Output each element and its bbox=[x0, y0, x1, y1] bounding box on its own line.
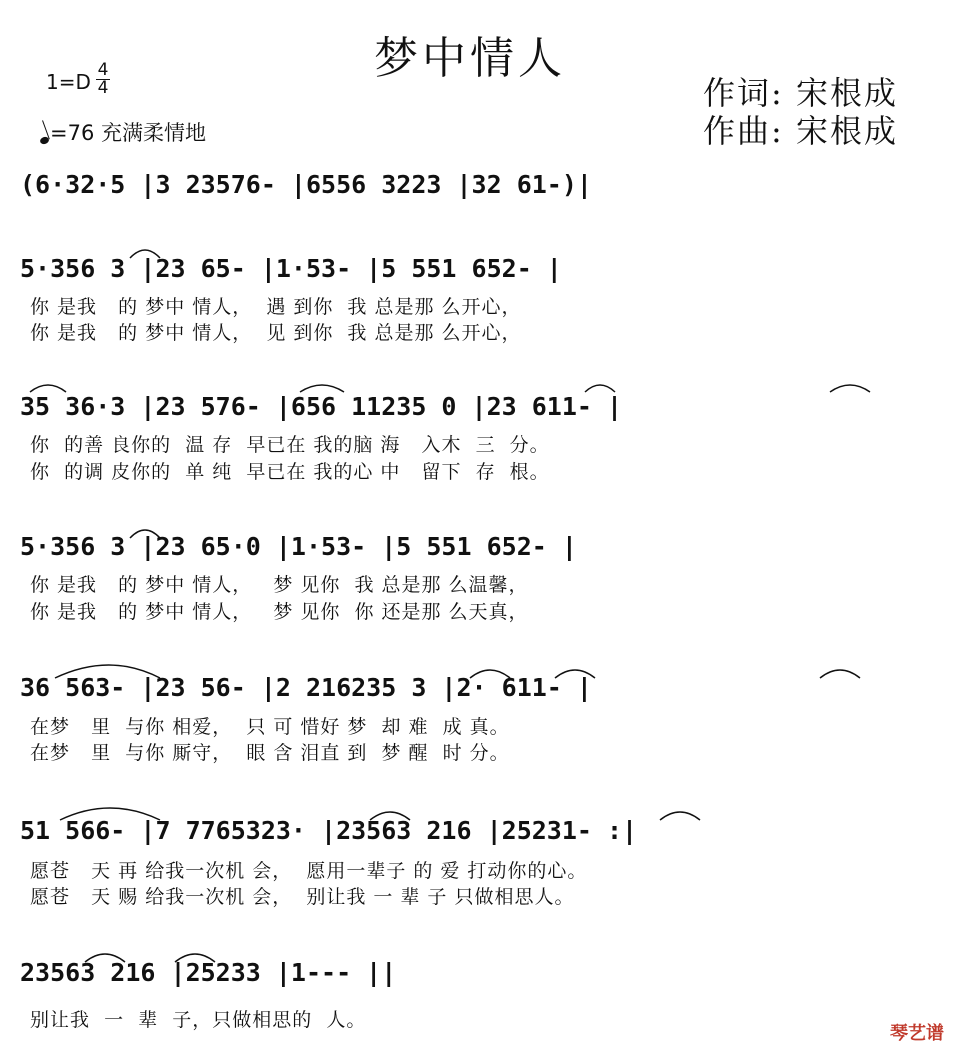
time-signature-top: 4 bbox=[97, 60, 109, 80]
notation-row-5: 36 563- |23 56- |2 216235 3 |2· 611- | bbox=[20, 673, 592, 702]
lyric-row-4-verse-2: 你 是我 的 梦中 情人， 梦 见你 你 还是那 么天真， bbox=[30, 601, 529, 623]
lyric-row-5-verse-2: 在梦 里 与你 厮守， 眼 含 泪直 到 梦 醒 时 分。 bbox=[30, 742, 510, 764]
slur-mark bbox=[470, 670, 510, 678]
time-signature-bottom: 4 bbox=[97, 78, 109, 98]
notation-row-2: 5·356 3 |23 65- |1·53- |5 551 652- | bbox=[20, 254, 562, 283]
slur-mark bbox=[820, 670, 860, 678]
tempo-text: =76 充满柔情地 bbox=[50, 121, 206, 145]
key-signature: 1=D bbox=[46, 70, 91, 94]
lyric-row-2-verse-2: 你 是我 的 梦中 情人， 见 到你 我 总是那 么开心， bbox=[30, 322, 522, 344]
watermark-logo: 琴艺谱 bbox=[890, 1023, 944, 1044]
slur-mark bbox=[585, 385, 615, 392]
lyric-row-3-verse-2: 你 的调 皮你的 单 纯 早已在 我的心 中 留下 存 根。 bbox=[30, 461, 550, 483]
slur-mark bbox=[85, 954, 125, 962]
slur-mark bbox=[300, 385, 344, 392]
slur-mark bbox=[55, 665, 160, 678]
slur-mark bbox=[555, 670, 595, 678]
slur-mark bbox=[830, 385, 870, 392]
notation-row-4: 5·356 3 |23 65·0 |1·53- |5 551 652- | bbox=[20, 532, 577, 561]
slur-mark bbox=[60, 808, 160, 820]
notation-row-7: 23563 216 |25233 |1--- || bbox=[20, 958, 397, 987]
lyric-row-6-verse-1: 愿苍 天 再 给我一次机 会， 愿用一辈子 的 爱 打动你的心。 bbox=[30, 860, 588, 882]
lyric-row-4-verse-1: 你 是我 的 梦中 情人， 梦 见你 我 总是那 么温馨， bbox=[30, 574, 529, 596]
slur-mark bbox=[130, 250, 160, 258]
lyric-row-7-verse-1: 别让我 一 辈 子，只做相思的 人。 bbox=[30, 1009, 367, 1031]
lyricist-credit: 作词: 宋根成 bbox=[703, 74, 898, 112]
lyric-row-6-verse-2: 愿苍 天 赐 给我一次机 会， 别让我 一 辈 子 只做相思人。 bbox=[30, 886, 575, 908]
notation-row-1: (6·32·5 |3 23576- |6556 3223 |32 61-)| bbox=[20, 170, 592, 199]
lyric-row-2-verse-1: 你 是我 的 梦中 情人， 遇 到你 我 总是那 么开心， bbox=[30, 296, 522, 318]
notation-row-3: 35 36·3 |23 576- |656 11235 0 |23 611- | bbox=[20, 392, 623, 421]
composer-credit: 作曲: 宋根成 bbox=[703, 112, 898, 150]
page-title: 梦中情人 bbox=[374, 33, 566, 84]
slur-mark bbox=[130, 530, 160, 538]
notation-row-6: 51 566- |7 7765323· |23563 216 |25231- :| bbox=[20, 816, 638, 845]
slur-mark bbox=[660, 812, 700, 820]
lyric-row-5-verse-1: 在梦 里 与你 相爱， 只 可 惜好 梦 却 难 成 真。 bbox=[30, 716, 510, 738]
lyric-row-3-verse-1: 你 的善 良你的 温 存 早已在 我的脑 海 入木 三 分。 bbox=[30, 434, 550, 456]
slur-mark bbox=[175, 954, 215, 962]
slur-mark bbox=[370, 812, 410, 820]
slur-mark bbox=[30, 385, 66, 392]
